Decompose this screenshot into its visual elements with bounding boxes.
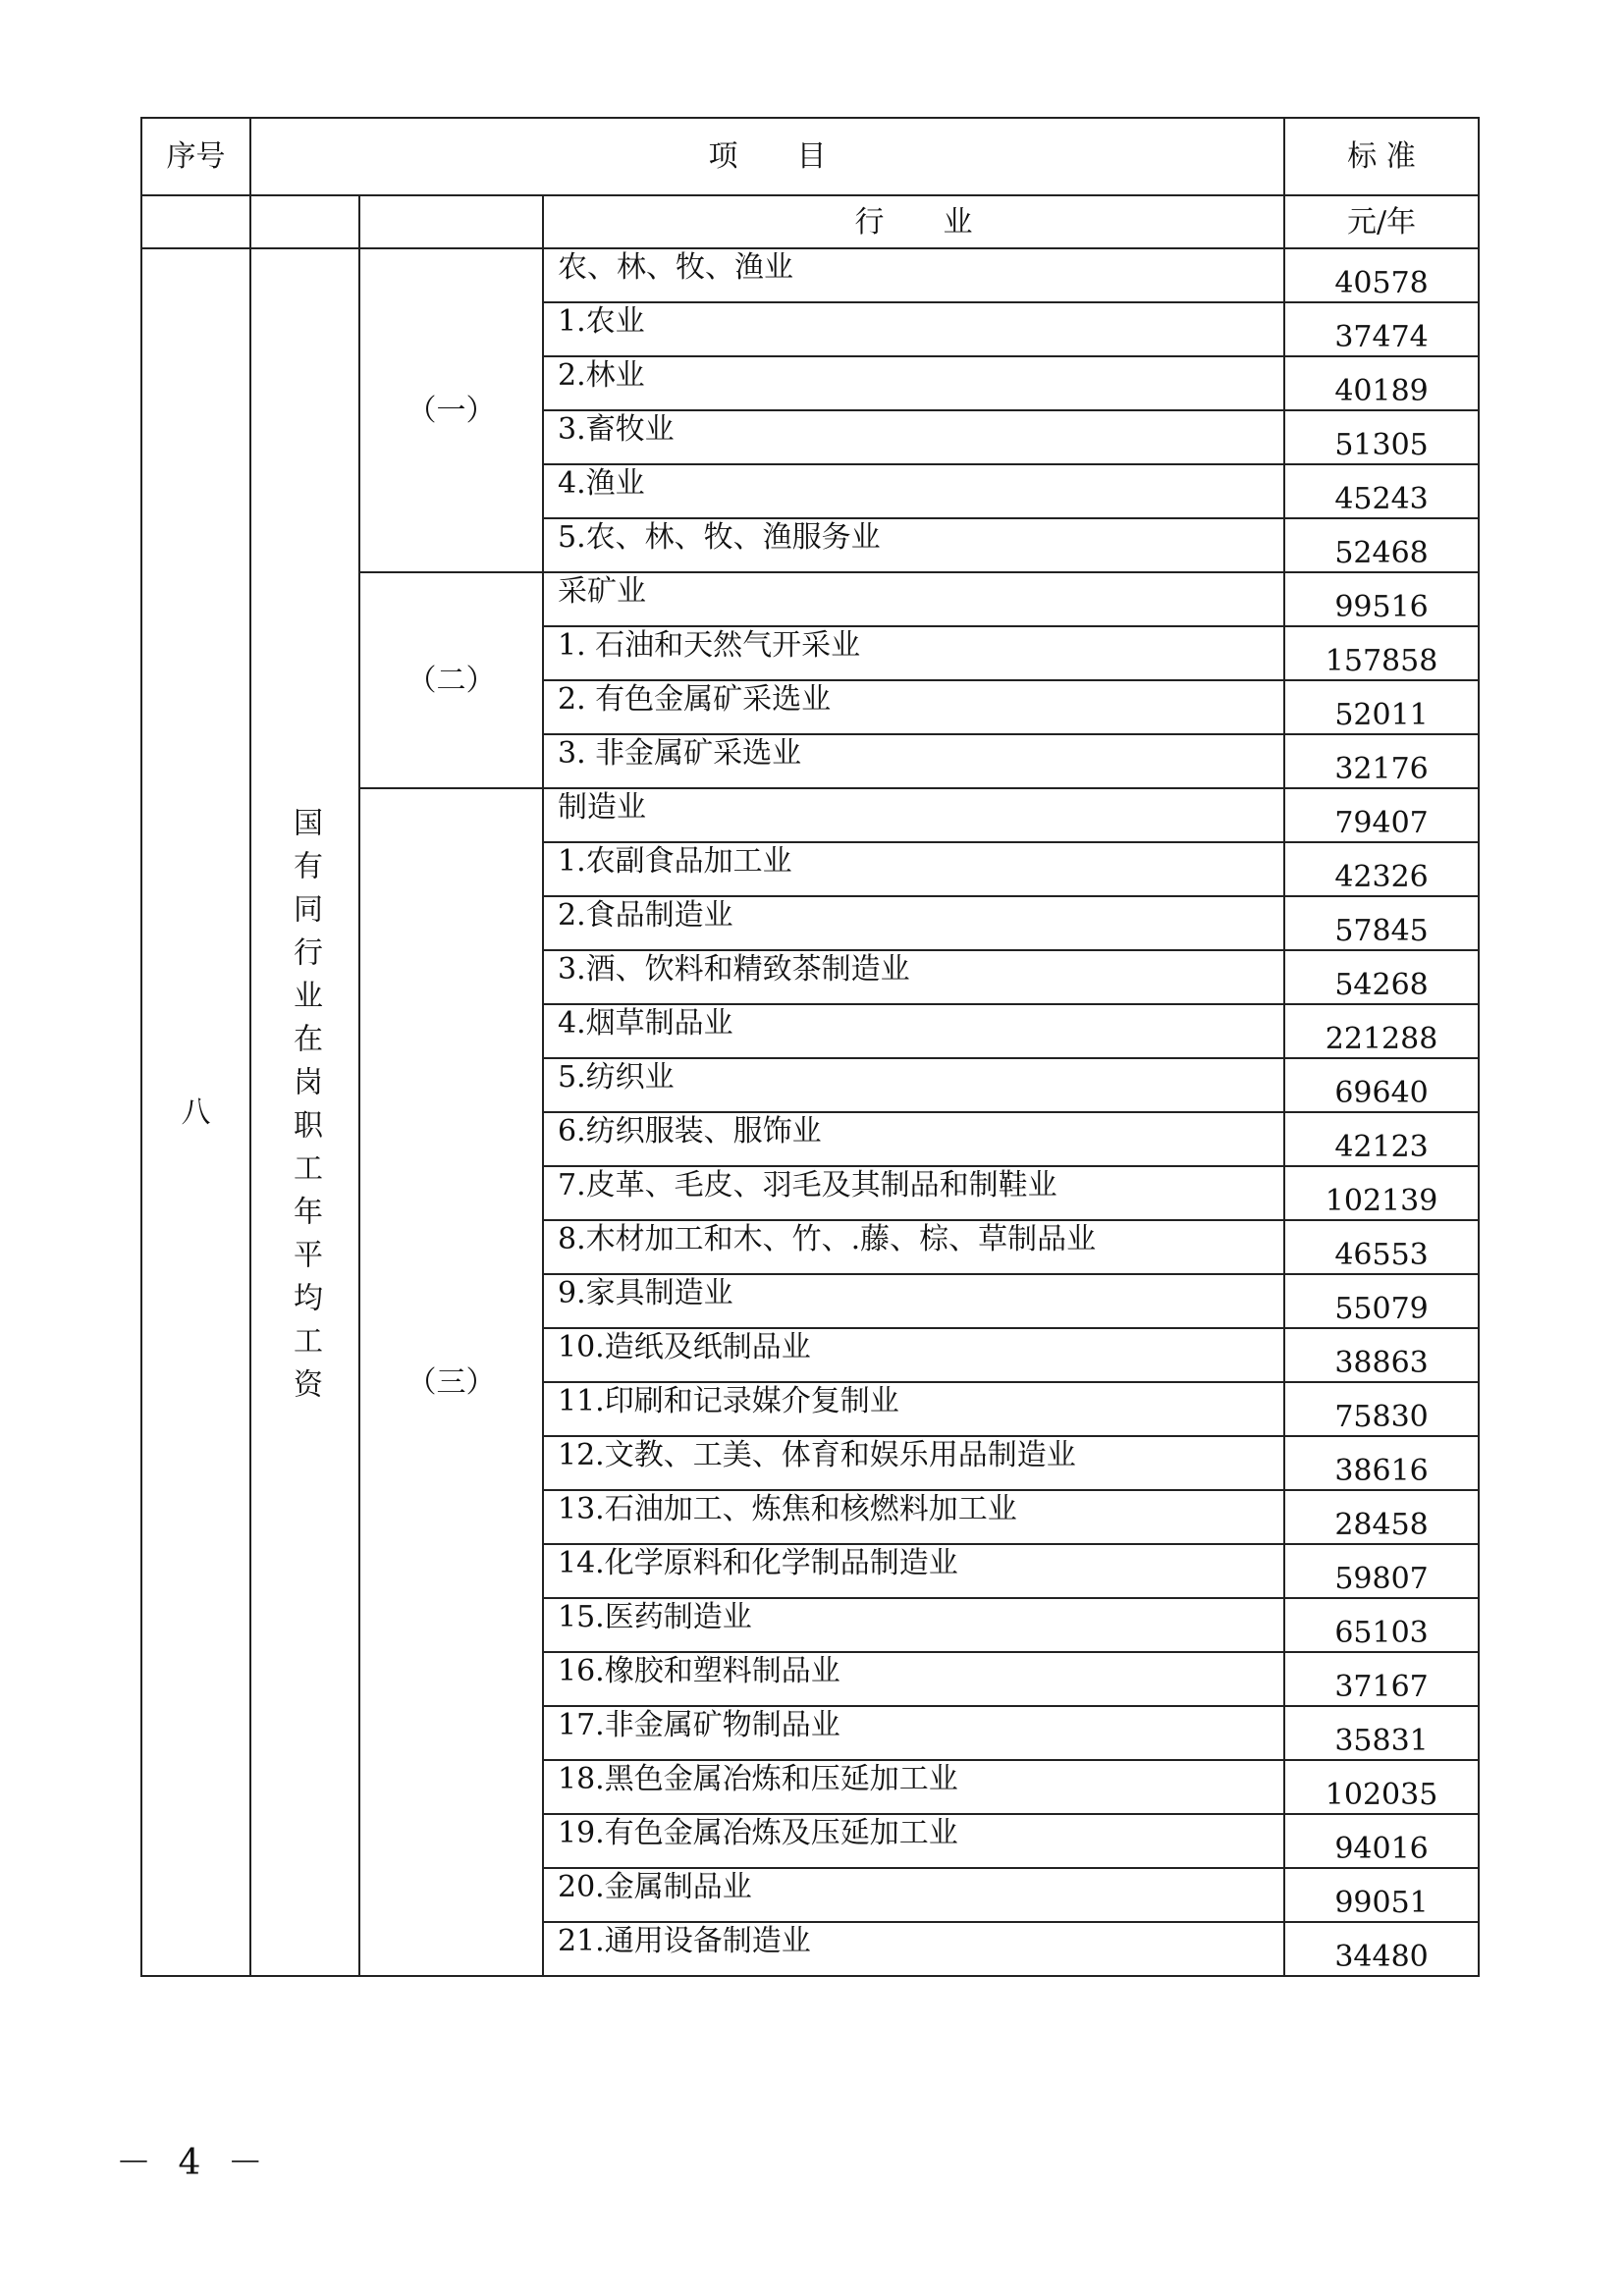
- industry-name: 5.纺织业: [543, 1058, 1284, 1112]
- wage-value: 69640: [1284, 1058, 1479, 1112]
- group-label: （三）: [359, 788, 543, 1976]
- industry-name: 13.石油加工、炼焦和核燃料加工业: [543, 1490, 1284, 1544]
- industry-name: 20.金属制品业: [543, 1868, 1284, 1922]
- wage-value: 38616: [1284, 1436, 1479, 1490]
- industry-name: 4.烟草制品业: [543, 1004, 1284, 1058]
- subheader-row: [141, 195, 1479, 248]
- wage-value: 42123: [1284, 1112, 1479, 1166]
- wage-value: 102139: [1284, 1166, 1479, 1220]
- wage-value: 75830: [1284, 1382, 1479, 1436]
- wage-value: 79407: [1284, 788, 1479, 842]
- industry-name: 19.有色金属冶炼及压延加工业: [543, 1814, 1284, 1868]
- wage-value: 45243: [1284, 464, 1479, 518]
- industry-name: 1. 石油和天然气开采业: [543, 626, 1284, 680]
- unit-header: 元/年: [1284, 195, 1479, 248]
- wage-value: 28458: [1284, 1490, 1479, 1544]
- industry-header: 行 业: [543, 195, 1284, 248]
- industry-name: 采矿业: [543, 572, 1284, 626]
- wage-value: 52468: [1284, 518, 1479, 572]
- industry-name: 3. 非金属矿采选业: [543, 734, 1284, 788]
- wage-value: 54268: [1284, 950, 1479, 1004]
- wage-value: 55079: [1284, 1274, 1479, 1328]
- empty-cell: [359, 195, 543, 248]
- wage-value: 157858: [1284, 626, 1479, 680]
- industry-name: 2.食品制造业: [543, 896, 1284, 950]
- industry-name: 5.农、林、牧、渔服务业: [543, 518, 1284, 572]
- wage-value: 65103: [1284, 1598, 1479, 1652]
- industry-name: 3.酒、饮料和精致茶制造业: [543, 950, 1284, 1004]
- wage-value: 52011: [1284, 680, 1479, 734]
- wage-value: 57845: [1284, 896, 1479, 950]
- industry-name: 8.木材加工和木、竹、.藤、棕、草制品业: [543, 1220, 1284, 1274]
- industry-name: 2.林业: [543, 356, 1284, 410]
- industry-name: 15.医药制造业: [543, 1598, 1284, 1652]
- industry-name: 制造业: [543, 788, 1284, 842]
- industry-name: 3.畜牧业: [543, 410, 1284, 464]
- section-title: 国有同行业在岗职工年平均工资: [288, 806, 322, 1412]
- page-number: － 4 －: [116, 2143, 271, 2183]
- industry-name: 18.黑色金属冶炼和压延加工业: [543, 1760, 1284, 1814]
- wage-value: 40578: [1284, 248, 1479, 302]
- industry-name: 6.纺织服装、服饰业: [543, 1112, 1284, 1166]
- wage-value: 37474: [1284, 302, 1479, 356]
- wage-value: 59807: [1284, 1544, 1479, 1598]
- section-title-cell: [250, 248, 359, 1976]
- wage-value: 37167: [1284, 1652, 1479, 1706]
- standard-header: 标 准: [1284, 118, 1479, 195]
- empty-cell: [250, 195, 359, 248]
- table-row: [141, 248, 1479, 302]
- wage-value: 34480: [1284, 1922, 1479, 1976]
- seq-header: 序号: [141, 118, 250, 195]
- industry-name: 4.渔业: [543, 464, 1284, 518]
- wage-value: 102035: [1284, 1760, 1479, 1814]
- wage-value: 46553: [1284, 1220, 1479, 1274]
- industry-name: 1.农业: [543, 302, 1284, 356]
- wage-value: 99051: [1284, 1868, 1479, 1922]
- section-number: 八: [141, 248, 250, 1976]
- item-header: 项 目: [250, 118, 1284, 195]
- wage-value: 221288: [1284, 1004, 1479, 1058]
- industry-name: 10.造纸及纸制品业: [543, 1328, 1284, 1382]
- group-label: （一）: [359, 248, 543, 572]
- empty-cell: [141, 195, 250, 248]
- industry-name: 1.农副食品加工业: [543, 842, 1284, 896]
- industry-name: 11.印刷和记录媒介复制业: [543, 1382, 1284, 1436]
- wage-value: 38863: [1284, 1328, 1479, 1382]
- wage-value: 40189: [1284, 356, 1479, 410]
- wage-value: 51305: [1284, 410, 1479, 464]
- industry-name: 农、林、牧、渔业: [543, 248, 1284, 302]
- industry-name: 9.家具制造业: [543, 1274, 1284, 1328]
- industry-name: 12.文教、工美、体育和娱乐用品制造业: [543, 1436, 1284, 1490]
- wage-value: 42326: [1284, 842, 1479, 896]
- industry-name: 17.非金属矿物制品业: [543, 1706, 1284, 1760]
- wage-standards-table: [140, 117, 1480, 1977]
- group-label: （二）: [359, 572, 543, 788]
- wage-value: 94016: [1284, 1814, 1479, 1868]
- wage-value: 35831: [1284, 1706, 1479, 1760]
- header-row: [141, 118, 1479, 195]
- industry-name: 7.皮革、毛皮、羽毛及其制品和制鞋业: [543, 1166, 1284, 1220]
- industry-name: 14.化学原料和化学制品制造业: [543, 1544, 1284, 1598]
- wage-value: 99516: [1284, 572, 1479, 626]
- industry-name: 21.通用设备制造业: [543, 1922, 1284, 1976]
- wage-value: 32176: [1284, 734, 1479, 788]
- industry-name: 2. 有色金属矿采选业: [543, 680, 1284, 734]
- industry-name: 16.橡胶和塑料制品业: [543, 1652, 1284, 1706]
